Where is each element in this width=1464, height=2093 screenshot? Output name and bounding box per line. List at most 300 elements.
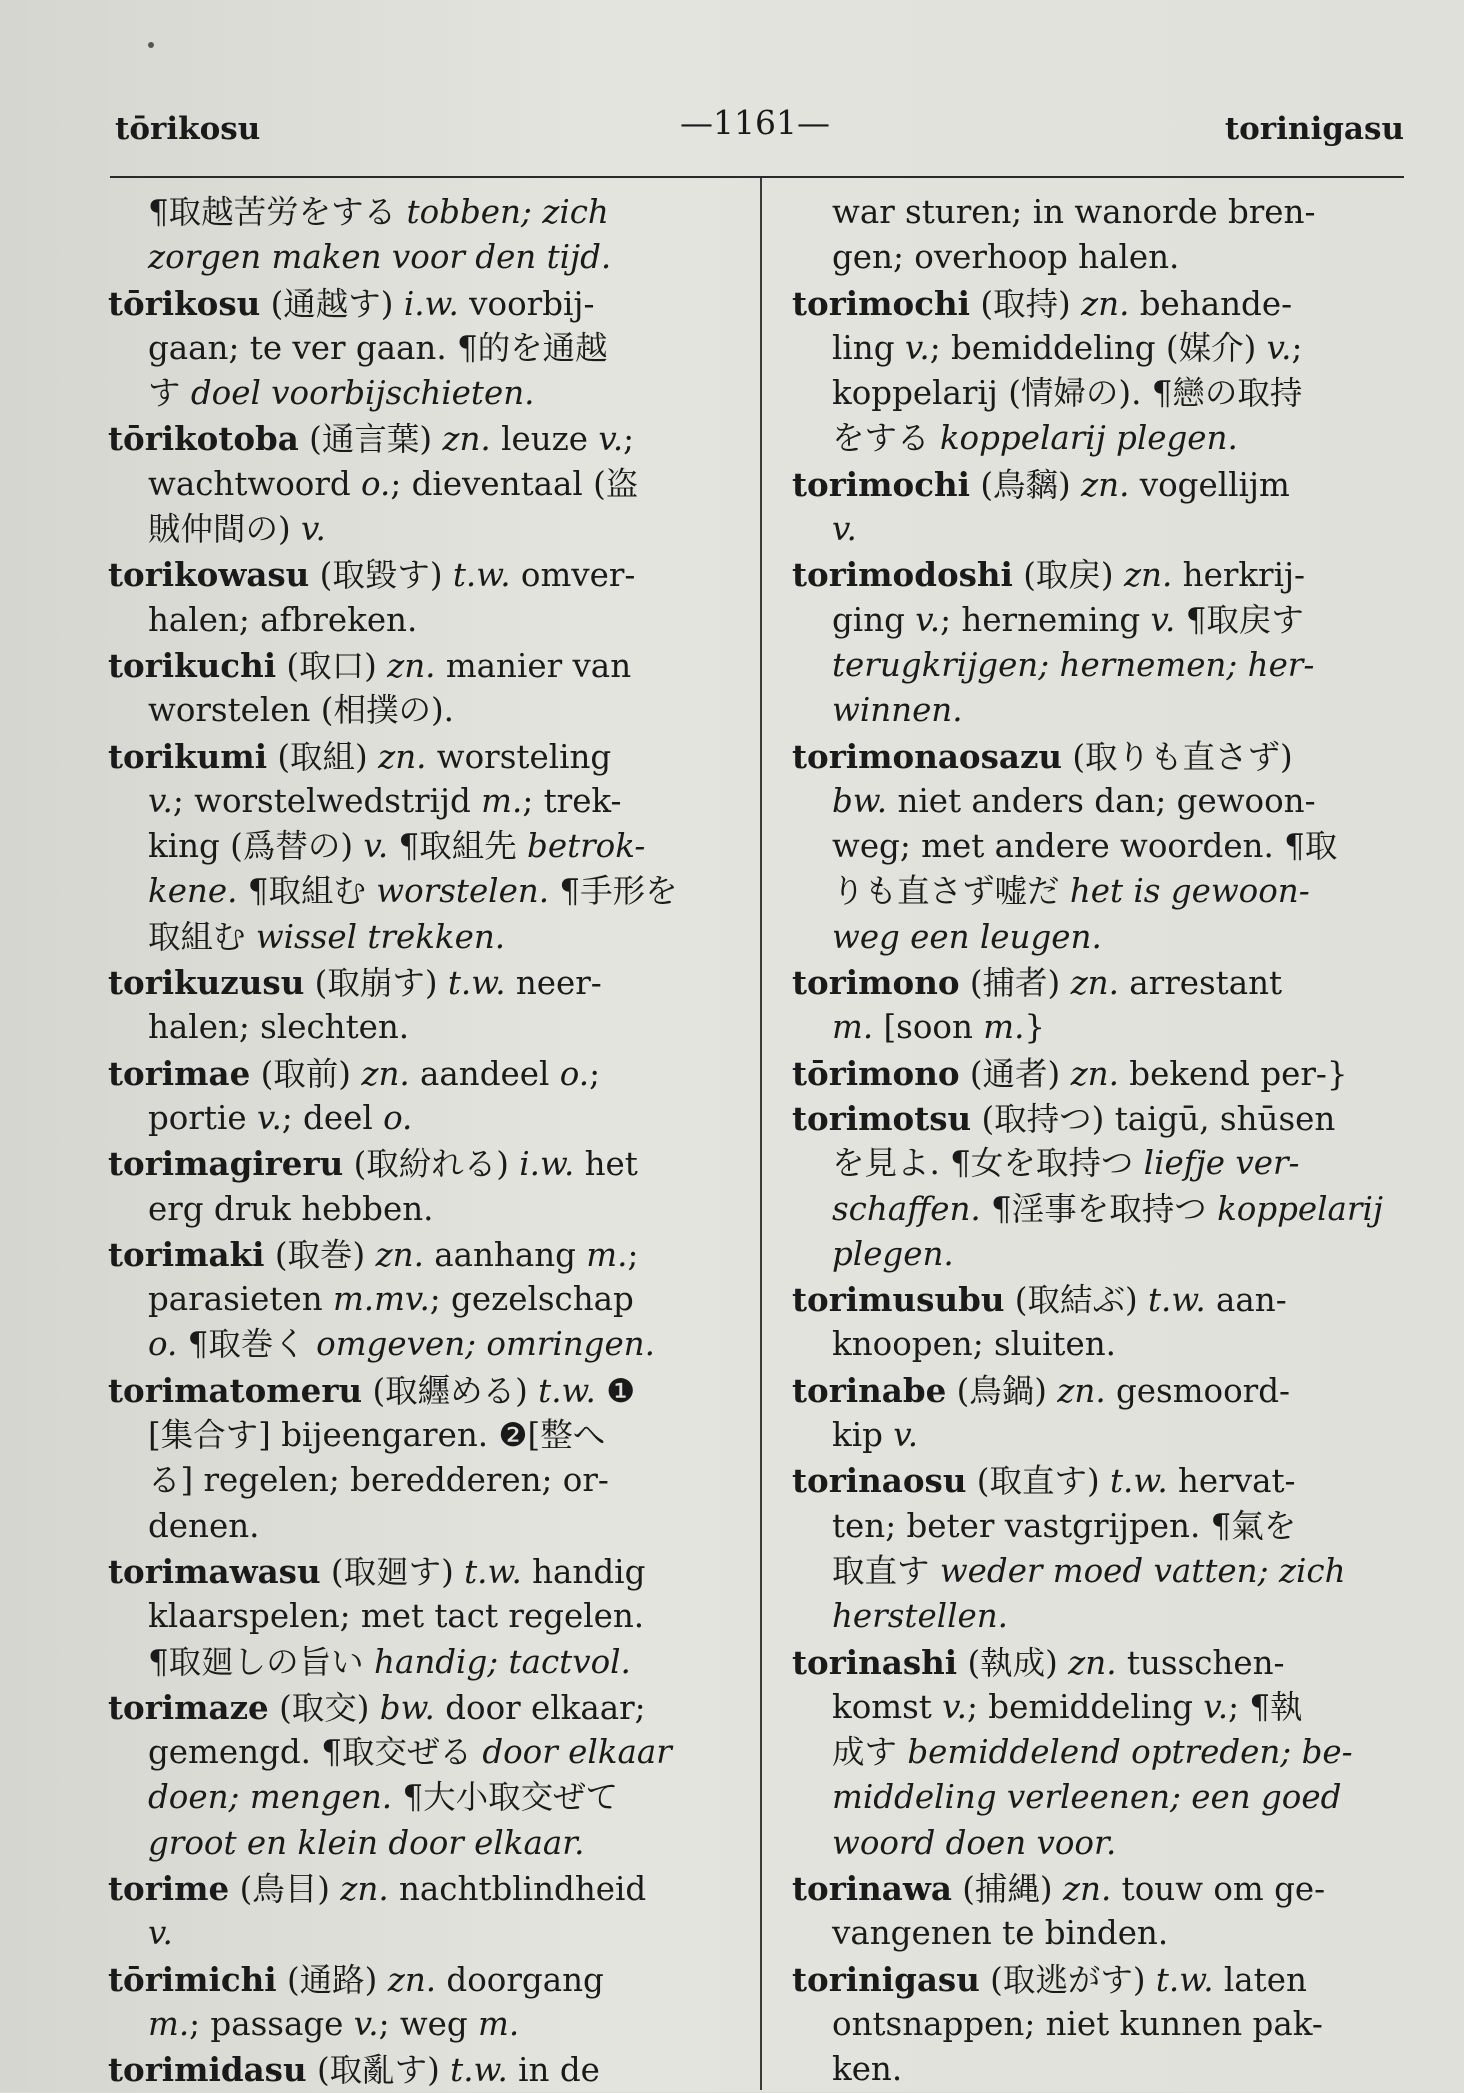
italic-text: zn. bbox=[375, 1235, 424, 1274]
entry-text: (取廻す) bbox=[320, 1552, 465, 1591]
italic-text: zn. bbox=[378, 737, 427, 776]
entry-text: hervat- bbox=[1167, 1462, 1296, 1501]
entry-text: knoopen; sluiten. bbox=[832, 1325, 1116, 1364]
entry-continuation-line bbox=[108, 1594, 738, 1639]
entry-text: ging bbox=[832, 600, 916, 639]
headword: torikuzusu bbox=[108, 963, 305, 1003]
entry-continuation-line bbox=[792, 688, 1420, 733]
entry-text: す bbox=[148, 374, 191, 413]
headword: tōrikosu bbox=[108, 283, 261, 323]
entry-text: 取直す bbox=[832, 1551, 940, 1590]
italic-text: herstellen. bbox=[832, 1597, 1008, 1636]
italic-text: o. bbox=[383, 1098, 413, 1137]
italic-text: zn. bbox=[387, 1960, 437, 1999]
entry-headword-line bbox=[108, 643, 738, 688]
entry-continuation-line bbox=[108, 1640, 738, 1685]
italic-text: t.w. bbox=[1148, 1281, 1206, 1320]
entry-text: (取紛れる) bbox=[343, 1145, 520, 1184]
headword: torinigasu bbox=[792, 1959, 980, 1999]
italic-text: m.mv. bbox=[332, 1280, 430, 1319]
entry-text: (取戻) bbox=[1012, 556, 1124, 595]
entry-text: ; bemiddeling (媒介) bbox=[929, 328, 1267, 367]
headword: torimono bbox=[792, 963, 960, 1003]
entry-text: ling bbox=[832, 328, 905, 367]
entry-text: gaan; te ver gaan. ¶的を通越 bbox=[148, 328, 608, 367]
entry-text: (取組) bbox=[267, 737, 379, 776]
headword: torimodoshi bbox=[792, 555, 1013, 595]
right-running-headword: torinigasu bbox=[1224, 111, 1404, 147]
italic-text: betrok- bbox=[527, 827, 646, 866]
entry-text: worsteling bbox=[426, 737, 612, 776]
headword: torinawa bbox=[792, 1868, 952, 1908]
italic-text: liefje ver- bbox=[1143, 1144, 1300, 1183]
entry-text: behande- bbox=[1129, 284, 1293, 323]
entry-text: ¶手形を bbox=[549, 872, 678, 911]
entry-continuation-line bbox=[792, 1775, 1420, 1820]
entry-text: ; worstelwedstrijd bbox=[172, 781, 482, 820]
italic-text: t.w. bbox=[450, 2051, 508, 2090]
entry-text: (取前) bbox=[250, 1054, 362, 1093]
entry-text: (通路) bbox=[276, 1960, 388, 1999]
entry-text: ; passage bbox=[189, 2004, 354, 2043]
italic-text: omgeven; omringen. bbox=[316, 1325, 655, 1364]
entry-text: ; gezelschap bbox=[429, 1280, 634, 1319]
italic-text: m. bbox=[478, 2004, 520, 2043]
entry-headword-line bbox=[108, 1051, 738, 1096]
entry-text: vangenen te binden. bbox=[832, 1914, 1169, 1953]
entry-headword-line bbox=[108, 1685, 738, 1730]
entry-text: wachtwoord bbox=[148, 464, 362, 503]
entry-text: nachtblindheid bbox=[388, 1869, 647, 1908]
entry-text: (鳥鍋) bbox=[946, 1371, 1058, 1410]
entry-continuation-line bbox=[792, 1322, 1420, 1367]
italic-text: koppelarij bbox=[1217, 1189, 1383, 1228]
headword: torikowasu bbox=[108, 555, 310, 595]
entry-text: (通者) bbox=[959, 1054, 1071, 1093]
italic-text: winnen. bbox=[832, 691, 963, 730]
headword: torimonaosazu bbox=[792, 736, 1063, 776]
entry-continuation-line bbox=[108, 190, 738, 235]
headword: torinabe bbox=[792, 1370, 947, 1410]
entry-text: ¶淫事を取持つ bbox=[980, 1189, 1218, 1228]
entry-text: ¶取廻しの旨い bbox=[148, 1642, 375, 1681]
page-number: —1161— bbox=[680, 103, 830, 142]
italic-text: door elkaar bbox=[482, 1733, 672, 1772]
italic-text: v. bbox=[148, 781, 173, 820]
entry-text: 賊仲間の) bbox=[148, 510, 302, 549]
entry-continuation-line bbox=[792, 326, 1420, 371]
headword: tōrimono bbox=[792, 1053, 960, 1093]
entry-text: (取口) bbox=[276, 646, 388, 685]
entry-text: ¶取越苦労をする bbox=[148, 193, 407, 231]
left-column bbox=[108, 190, 738, 2092]
entry-text: (取持つ) taigū, shūsen bbox=[971, 1099, 1336, 1138]
entry-text: portie bbox=[148, 1098, 257, 1137]
italic-text: zn. bbox=[1081, 284, 1130, 323]
entry-continuation-line bbox=[792, 1821, 1420, 1866]
entry-continuation-line bbox=[108, 326, 738, 371]
entry-continuation-line bbox=[108, 1413, 738, 1458]
italic-text: zn. bbox=[1123, 556, 1173, 595]
entry-text: (取交) bbox=[268, 1688, 380, 1727]
entry-text: door elkaar; bbox=[434, 1688, 646, 1727]
italic-text: worstelen. bbox=[376, 872, 550, 911]
entry-text: niet anders dan; gewoon- bbox=[887, 781, 1316, 820]
entry-text: komst bbox=[832, 1687, 943, 1726]
italic-text: doen; mengen. bbox=[148, 1778, 393, 1817]
entry-text: gemengd. ¶取交ぜる bbox=[148, 1733, 483, 1772]
entry-text: erg druk hebben. bbox=[148, 1189, 434, 1228]
entry-text: (取結ぶ) bbox=[1004, 1281, 1148, 1320]
headword: torimagireru bbox=[108, 1144, 344, 1184]
italic-text: zn. bbox=[387, 646, 436, 685]
entry-continuation-line bbox=[792, 1413, 1420, 1458]
italic-text: v. bbox=[893, 1416, 919, 1455]
entry-continuation-line bbox=[792, 371, 1420, 416]
entry-continuation-line bbox=[792, 915, 1420, 960]
italic-text: t.w. bbox=[447, 964, 506, 1003]
entry-text: ; bbox=[589, 1054, 601, 1093]
headword: torikuchi bbox=[108, 645, 277, 685]
entry-headword-line bbox=[792, 1866, 1420, 1911]
entry-continuation-line bbox=[792, 507, 1420, 552]
italic-text: v. bbox=[942, 1687, 967, 1726]
entry-text: (鳥目) bbox=[229, 1869, 341, 1908]
entry-text: denen. bbox=[148, 1506, 260, 1545]
headword: torinaosu bbox=[792, 1461, 967, 1501]
italic-text: t.w. bbox=[1109, 1462, 1168, 1501]
entry-headword-line bbox=[792, 1051, 1420, 1096]
italic-text: groot en klein door elkaar. bbox=[148, 1823, 585, 1862]
entry-headword-line bbox=[792, 960, 1420, 1005]
italic-text: koppelarij plegen. bbox=[939, 419, 1238, 458]
entry-text: parasieten bbox=[148, 1280, 333, 1319]
entry-continuation-line bbox=[792, 235, 1420, 280]
ink-speck bbox=[148, 42, 154, 48]
entry-headword-line bbox=[792, 1368, 1420, 1413]
entry-continuation-line bbox=[108, 779, 738, 824]
entry-text: king (爲替の) bbox=[148, 827, 364, 866]
entry-text: herkrij- bbox=[1172, 556, 1306, 595]
headword: torikumi bbox=[108, 736, 268, 776]
entry-headword-line bbox=[792, 1458, 1420, 1503]
headword: torimawasu bbox=[108, 1551, 321, 1591]
entry-text: (取纒める) bbox=[362, 1371, 539, 1410]
entry-text: (取直す) bbox=[966, 1462, 1110, 1501]
italic-text: o. bbox=[148, 1325, 178, 1364]
entry-headword-line bbox=[108, 734, 738, 779]
entry-continuation-line bbox=[792, 1232, 1420, 1277]
italic-text: m. bbox=[481, 781, 523, 820]
entry-continuation-line bbox=[792, 1141, 1420, 1186]
entry-text: halen; afbreken. bbox=[148, 600, 418, 639]
entry-text: weg; met andere woorden. ¶取 bbox=[832, 827, 1338, 866]
entry-text: (取毀す) bbox=[309, 556, 453, 595]
italic-text: v. bbox=[353, 2004, 379, 2043]
entry-text: 成す bbox=[832, 1733, 908, 1772]
headword: torimidasu bbox=[108, 2050, 307, 2090]
italic-text: zn. bbox=[340, 1869, 389, 1908]
italic-text: v. bbox=[598, 420, 624, 459]
entry-headword-line bbox=[108, 281, 738, 326]
entry-headword-line bbox=[108, 416, 738, 461]
entry-text: [集合す] bijeengaren. ❷[整へ bbox=[148, 1416, 606, 1455]
entry-continuation-line bbox=[108, 1504, 738, 1549]
entry-continuation-line bbox=[792, 598, 1420, 643]
entry-text: bekend per-} bbox=[1118, 1054, 1348, 1093]
entry-text: het bbox=[574, 1145, 638, 1184]
entry-continuation-line bbox=[108, 462, 738, 507]
entry-continuation-line bbox=[792, 1549, 1420, 1594]
entry-text: doorgang bbox=[436, 1960, 604, 1999]
entry-headword-line bbox=[792, 1096, 1420, 1141]
right-column bbox=[792, 190, 1420, 2092]
entry-text: (取持) bbox=[970, 284, 1082, 323]
entry-continuation-line bbox=[792, 416, 1420, 461]
entry-text: koppelarij (情婦の). ¶戀の取持 bbox=[832, 374, 1303, 413]
entry-text: neer- bbox=[505, 964, 602, 1003]
italic-text: v. bbox=[1266, 328, 1292, 367]
headword: torimochi bbox=[792, 283, 970, 323]
entry-text: 取組む bbox=[148, 917, 256, 956]
italic-text: zn. bbox=[1062, 1869, 1112, 1908]
entry-text: arrestant bbox=[1118, 964, 1283, 1003]
entry-headword-line bbox=[108, 1368, 738, 1413]
entry-continuation-line bbox=[108, 1322, 738, 1367]
italic-text: t.w. bbox=[538, 1371, 596, 1410]
entry-continuation-line bbox=[792, 1730, 1420, 1775]
entry-text: tusschen- bbox=[1116, 1643, 1285, 1682]
entry-text: (取巻) bbox=[264, 1235, 376, 1274]
entry-text: } bbox=[1024, 1008, 1046, 1047]
entry-headword-line bbox=[792, 734, 1420, 779]
italic-text: bemiddelend optreden; be- bbox=[907, 1733, 1353, 1772]
entry-headword-line bbox=[108, 1957, 738, 2002]
entry-continuation-line bbox=[792, 643, 1420, 688]
entry-text: manier van bbox=[435, 646, 632, 685]
entry-text: omver- bbox=[510, 556, 636, 595]
headword: torime bbox=[108, 1868, 230, 1908]
entry-continuation-line bbox=[108, 1821, 738, 1866]
entry-continuation-line bbox=[108, 598, 738, 643]
entry-text: (通言葉) bbox=[298, 420, 443, 459]
italic-text: tobben; zich bbox=[406, 193, 609, 231]
headword: torimusubu bbox=[792, 1280, 1005, 1320]
entry-text: ; trek- bbox=[522, 781, 622, 820]
italic-text: m. bbox=[148, 2004, 190, 2043]
headword: torimae bbox=[108, 1053, 251, 1093]
italic-text: zorgen maken voor den tijd. bbox=[148, 238, 612, 277]
entry-headword-line bbox=[792, 1277, 1420, 1322]
italic-text: v. bbox=[904, 328, 930, 367]
entry-text: (執成) bbox=[957, 1643, 1069, 1682]
entry-headword-line bbox=[792, 1640, 1420, 1685]
entry-continuation-line bbox=[792, 779, 1420, 824]
italic-text: zn. bbox=[1081, 465, 1130, 504]
entry-text: ; herneming bbox=[940, 600, 1151, 639]
italic-text: v. bbox=[148, 1914, 173, 1953]
italic-text: m. bbox=[586, 1235, 628, 1274]
entry-text: kip bbox=[832, 1416, 894, 1455]
entry-continuation-line bbox=[108, 824, 738, 869]
entry-text: を見よ. ¶女を取持つ bbox=[832, 1144, 1144, 1183]
entry-continuation-line bbox=[792, 1005, 1420, 1050]
entry-text: laten bbox=[1213, 1960, 1307, 1999]
entry-continuation-line bbox=[108, 688, 738, 733]
entry-text: ; weg bbox=[378, 2004, 479, 2043]
italic-text: bw. bbox=[832, 781, 888, 820]
italic-text: schaffen. bbox=[832, 1189, 981, 1228]
entry-headword-line bbox=[108, 1549, 738, 1594]
italic-text: zn. bbox=[361, 1054, 410, 1093]
column-divider bbox=[760, 178, 762, 2090]
headword: torimaze bbox=[108, 1687, 269, 1727]
italic-text: i.w. bbox=[519, 1145, 575, 1184]
entry-text: ; bbox=[623, 420, 635, 459]
entry-text: (取亂す) bbox=[306, 2051, 451, 2090]
entry-text: ; ¶執 bbox=[1228, 1687, 1303, 1726]
entry-continuation-line bbox=[108, 1730, 738, 1775]
entry-continuation-line bbox=[108, 2002, 738, 2047]
entry-text: りも直さず嘘だ bbox=[832, 872, 1070, 911]
italic-text: weder moed vatten; zich bbox=[939, 1551, 1346, 1590]
entry-continuation-line bbox=[792, 1504, 1420, 1549]
entry-continuation-line bbox=[108, 915, 738, 960]
entry-text: ten; beter vastgrijpen. ¶氣を bbox=[832, 1506, 1297, 1545]
entry-text: ontsnappen; niet kunnen pak- bbox=[832, 2004, 1323, 2043]
italic-text: v. bbox=[915, 600, 941, 639]
entry-text: halen; slechten. bbox=[148, 1008, 410, 1047]
entry-headword-line bbox=[108, 1866, 738, 1911]
italic-text: m. bbox=[832, 1008, 874, 1047]
entry-text: ; deel bbox=[281, 1098, 384, 1137]
italic-text: zn. bbox=[442, 420, 491, 459]
entry-text: [soon bbox=[873, 1008, 984, 1047]
entry-text: (通越す) bbox=[260, 284, 404, 323]
entry-headword-line bbox=[108, 1141, 738, 1186]
entry-text: handig bbox=[521, 1552, 646, 1591]
entry-headword-line bbox=[108, 960, 738, 1005]
entry-continuation-line bbox=[108, 507, 738, 552]
entry-text: worstelen (相撲の). bbox=[148, 691, 454, 730]
entry-continuation-line bbox=[792, 2002, 1420, 2047]
entry-text: ; bemiddeling bbox=[967, 1687, 1204, 1726]
entry-headword-line bbox=[108, 2047, 738, 2092]
italic-text: t.w. bbox=[1155, 1960, 1214, 1999]
entry-continuation-line bbox=[792, 824, 1420, 869]
headword: torimatomeru bbox=[108, 1370, 363, 1410]
italic-text: terugkrijgen; hernemen; her- bbox=[832, 645, 1315, 684]
entry-continuation-line bbox=[792, 2047, 1420, 2092]
entry-text: aandeel bbox=[409, 1054, 560, 1093]
italic-text: handig; tactvol. bbox=[374, 1642, 631, 1681]
italic-text: m. bbox=[983, 1008, 1025, 1047]
italic-text: zn. bbox=[1070, 1054, 1119, 1093]
italic-text: o. bbox=[361, 464, 391, 503]
entry-text: ; dieventaal (盗 bbox=[390, 464, 639, 503]
italic-text: v. bbox=[363, 827, 389, 866]
entry-text: leuze bbox=[490, 420, 599, 459]
italic-text: t.w. bbox=[464, 1552, 522, 1591]
italic-text: woord doen voor. bbox=[832, 1823, 1117, 1862]
italic-text: doel voorbijschieten. bbox=[190, 374, 535, 413]
italic-text: middeling verleenen; een goed bbox=[832, 1778, 1342, 1817]
page-header bbox=[115, 103, 1404, 163]
entry-text: ¶取組む bbox=[237, 872, 377, 911]
entry-continuation-line bbox=[108, 869, 738, 914]
entry-text: ¶取組先 bbox=[388, 827, 528, 866]
headword: torimaki bbox=[108, 1234, 265, 1274]
entry-text: gen; overhoop halen. bbox=[832, 238, 1180, 277]
headword: tōrimichi bbox=[108, 1959, 277, 1999]
italic-text: v. bbox=[301, 510, 326, 549]
entry-text: aan- bbox=[1205, 1281, 1287, 1320]
headword: torinashi bbox=[792, 1642, 958, 1682]
entry-text: aanhang bbox=[423, 1235, 587, 1274]
entry-text: voorbij- bbox=[458, 284, 595, 323]
italic-text: zn. bbox=[1068, 1643, 1117, 1682]
entry-continuation-line bbox=[108, 1277, 738, 1322]
entry-continuation-line bbox=[792, 1187, 1420, 1232]
italic-text: v. bbox=[832, 510, 857, 549]
entry-continuation-line bbox=[108, 1187, 738, 1232]
entry-continuation-line bbox=[792, 1911, 1420, 1956]
entry-text: (捕縄) bbox=[951, 1869, 1063, 1908]
entry-continuation-line bbox=[108, 1775, 738, 1820]
entry-text: ¶取巻く bbox=[177, 1325, 317, 1364]
entry-text: ¶大小取交ぜて bbox=[392, 1778, 619, 1817]
entry-continuation-line bbox=[108, 1005, 738, 1050]
entry-headword-line bbox=[792, 462, 1420, 507]
entry-text: klaarspelen; met tact regelen. bbox=[148, 1597, 645, 1636]
entry-continuation-line bbox=[792, 869, 1420, 914]
entry-continuation-line bbox=[108, 371, 738, 416]
italic-text: i.w. bbox=[403, 284, 459, 323]
entry-text: in de bbox=[507, 2051, 600, 2090]
italic-text: kene. bbox=[148, 872, 238, 911]
entry-text: touw om ge- bbox=[1111, 1869, 1326, 1908]
italic-text: v. bbox=[1203, 1687, 1229, 1726]
entry-text: ken. bbox=[832, 2050, 903, 2089]
headword: torimotsu bbox=[792, 1098, 972, 1138]
entry-text: ¶取戻す bbox=[1175, 600, 1304, 639]
italic-text: wissel trekken. bbox=[255, 917, 506, 956]
entry-text: (取崩す) bbox=[304, 964, 448, 1003]
italic-text: v. bbox=[1150, 600, 1176, 639]
entry-continuation-line bbox=[792, 190, 1420, 235]
entry-headword-line bbox=[792, 552, 1420, 597]
italic-text: het is gewoon- bbox=[1069, 872, 1310, 911]
entry-continuation-line bbox=[792, 1685, 1420, 1730]
entry-text: ❶ bbox=[595, 1371, 636, 1410]
entry-text: (取りも直さず) bbox=[1062, 737, 1293, 776]
entry-text: war sturen; in wanorde bren- bbox=[832, 193, 1316, 231]
left-running-headword: tōrikosu bbox=[115, 111, 261, 147]
header-rule bbox=[110, 176, 1404, 178]
italic-text: weg een leugen. bbox=[832, 917, 1102, 956]
entry-text: る] regelen; beredderen; or- bbox=[148, 1461, 609, 1500]
italic-text: zn. bbox=[1070, 964, 1119, 1003]
entry-text: ; bbox=[627, 1235, 639, 1274]
entry-continuation-line bbox=[108, 235, 738, 280]
entry-text: ; bbox=[1291, 328, 1303, 367]
entry-text: (取逃がす) bbox=[979, 1960, 1156, 1999]
entry-continuation-line bbox=[792, 1594, 1420, 1639]
italic-text: bw. bbox=[379, 1688, 435, 1727]
entry-text: (捕者) bbox=[959, 964, 1071, 1003]
entry-headword-line bbox=[792, 1957, 1420, 2002]
italic-text: t.w. bbox=[452, 556, 511, 595]
